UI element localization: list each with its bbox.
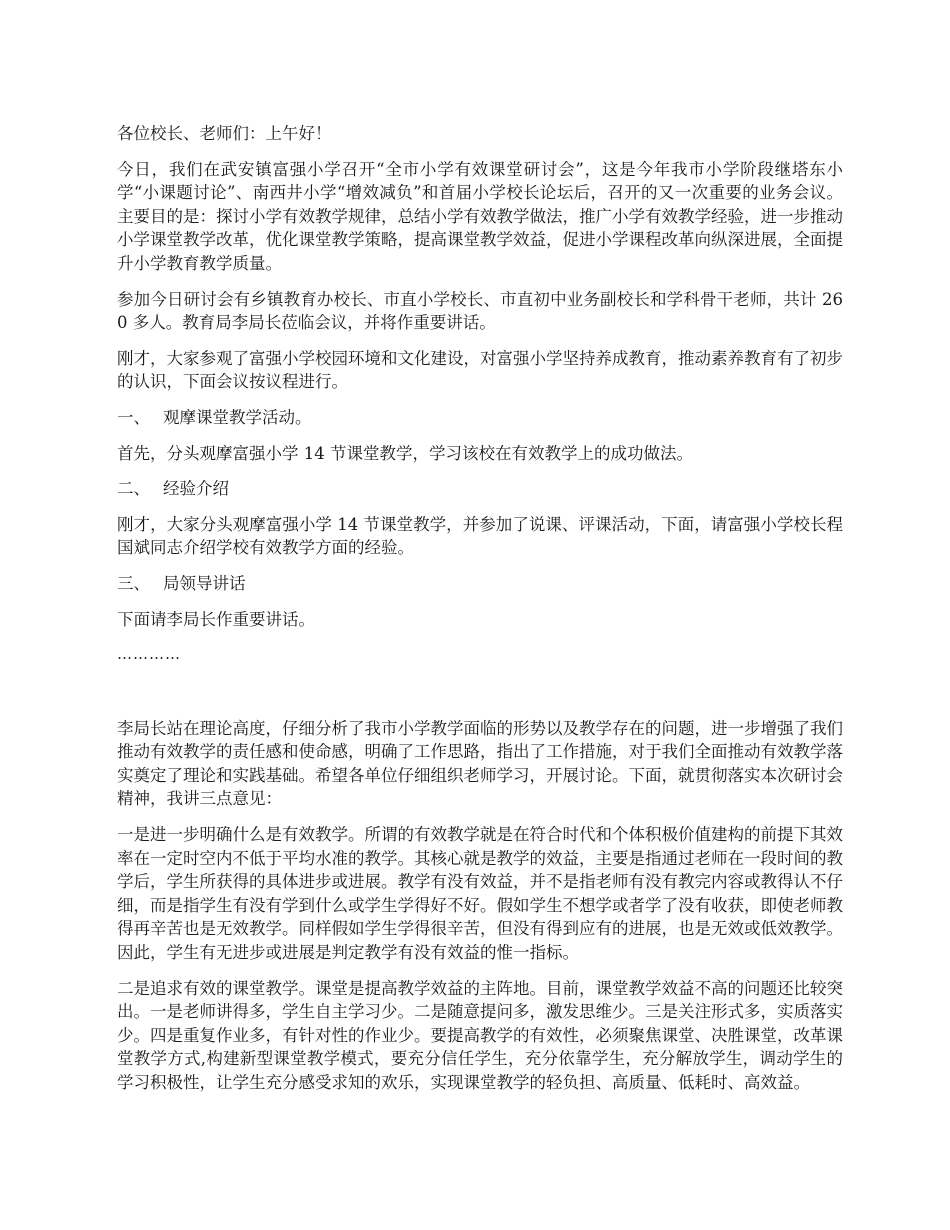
section-heading [117,406,843,430]
section-body: 首先，分头观摩富强小学 14 节课堂教学，学习该校在有效教学上的成功做法。 [117,443,693,463]
section-heading [117,572,843,596]
greeting: 各位校长、老师们：上午好！ [117,124,332,143]
summary-paragraph: 一是进一步明确什么是有效教学。所谓的有效教学就是在符合时代和个体积极价值建构的前提下其效率在一定时空内不低于平均水准的教学。其核心就是教学的效益，主要是指通过老师在一段时间的教学后，学生所获得的具体进步或进展。教学有没有效益，并不是指老师有没有教完内容或教得认不仔细，而是指学生有没有学到什么或学生学得好不好。假如学生不想学或者学了没有收获，即使老师教得再辛苦也是无效教学。同样假如学生学得很辛苦，但没有得到应有的进展，也是无效或低效教学。因此，学生有无进步或进展是判定教学有没有效益的惟一指标。 [117,825,843,963]
section-heading [117,477,843,501]
summary-paragraph: 李局长站在理论高度，仔细分析了我市小学教学面临的形势以及教学存在的问题，进一步增强了我们推动有效教学的责任感和使命感，明确了工作思路，指出了工作措施，对于我们全面推动有效教学落实奠定了理论和实践基础。希望各单位仔细组织老师学习，开展讨论。下面，就贯彻落实本次研讨会精神，我讲三点意见： [117,718,843,809]
summary-paragraph: 二是追求有效的课堂教学。课堂是提高教学效益的主阵地。目前，课堂教学效益不高的问题还比较突出。一是老师讲得多，学生自主学习少。二是随意提问多，激发思维少。三是关注形式多，实质落实少。四是重复作业多，有针对性的作业少。要提高教学的有效性，必须聚焦课堂、决胜课堂，改革课堂教学方式,构建新型课堂教学模式，要充分信任学生，充分依靠学生，充分解放学生，调动学生的学习积极性，让学生充分感受求知的欢乐，实现课堂教学的轻负担、高质量、低耗时、高效益。 [117,978,843,1092]
document-page [117,122,843,1107]
intro-paragraph: 参加今日研讨会有乡镇教育办校长、市直小学校长、市直初中业务副校长和学科骨干老师，共计 260 多人。教育局李局长莅临会议，并将作重要讲话。 [117,289,843,333]
section-number: 三、 [117,573,150,593]
intro-paragraph: 今日，我们在武安镇富强小学召开“全市小学有效课堂研讨会”，这是今年我市小学阶段继塔东小学“小课题讨论”、南西井小学“增效减负”和首届小学校长论坛后，召开的又一次重要的业务会议。主要目的是：探讨小学有效教学规律，总结小学有效教学做法，推广小学有效教学经验，进一步推动小学课堂教学改革，优化课堂教学策略，提高课堂教学效益，促进小学课程改革向纵深进展，全面提升小学教育教学质量。 [117,159,843,273]
blank-gap [117,667,843,717]
intro-paragraph: 刚才，大家参观了富强小学校园环境和文化建设，对富强小学坚持养成教育，推动素养教育有了初步的认识，下面会议按议程进行。 [117,348,843,392]
ellipsis: ………… [117,645,181,664]
section-title: 局领导讲话 [163,573,246,593]
section-body: 下面请李局长作重要讲话。 [117,609,315,629]
section-number: 二、 [117,479,150,499]
section-title: 观摩课堂教学活动。 [163,407,312,427]
section-body: 刚才，大家分头观摩富强小学 14 节课堂教学，并参加了说课、评课活动，下面，请富强小学校长程国斌同志介绍学校有效教学方面的经验。 [117,514,843,558]
section-title: 经验介绍 [163,479,229,499]
section-number: 一、 [117,407,150,427]
